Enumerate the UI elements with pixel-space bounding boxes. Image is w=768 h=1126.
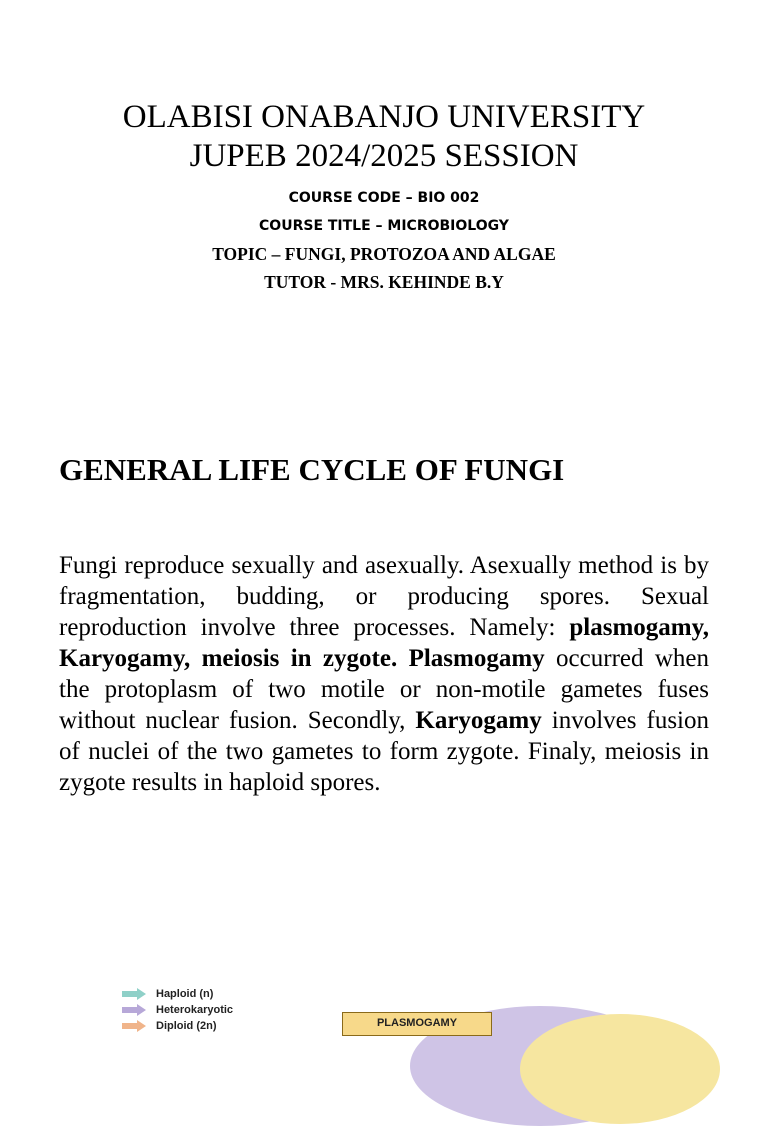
arrow-icon (122, 1020, 146, 1032)
session-title: JUPEB 2024/2025 SESSION (189, 138, 579, 174)
bold-run: Plasmogamy (408, 645, 545, 672)
course-title: COURSE TITLE – MICROBIOLOGY (259, 218, 509, 234)
arrow-icon (122, 988, 146, 1000)
text-run: involves fusion of nuclei of the two gametes to form zygote. Finaly, meiosis in zygote results in haploid spores. (59, 707, 709, 796)
university-name: OLABISI ONABANJO UNIVERSITY (122, 99, 646, 135)
course-code: COURSE CODE – BIO 002 (288, 190, 480, 206)
text-run: occurred when the protoplasm of two motile or non-motile gametes fuses without nuclear fusion. Secondly, (59, 645, 709, 734)
legend-label: Haploid (n) (156, 988, 214, 1000)
legend-label: Diploid (2n) (156, 1020, 217, 1032)
title-block (0, 98, 768, 296)
tutor: TUTOR - MRS. KEHINDE B.Y (264, 272, 504, 292)
life-cycle-figure (110, 984, 670, 1032)
legend-heterokaryotic (122, 1003, 233, 1017)
legend-label: Heterokaryotic (156, 1004, 234, 1016)
text-run (397, 645, 408, 672)
section-heading: GENERAL LIFE CYCLE OF FUNGI (59, 452, 565, 487)
bold-run: Karyogamy (415, 707, 542, 734)
plasmogamy-box: PLASMOGAMY (342, 1012, 492, 1036)
haploid-region (520, 1014, 720, 1124)
legend-haploid (122, 987, 213, 1001)
bold-run: plasmogamy, Karyogamy, meiosis in zygote. (59, 614, 709, 672)
topic: TOPIC – FUNGI, PROTOZOA AND ALGAE (212, 244, 556, 264)
text-run: Fungi reproduce sexually and asexually. Asexually method is by fragmentation, budding, or producing spores. Sexual reproduction involve three processes. Namely: (59, 552, 709, 641)
legend-diploid (122, 1019, 217, 1033)
arrow-icon (122, 1004, 146, 1016)
body-paragraph (59, 550, 709, 798)
